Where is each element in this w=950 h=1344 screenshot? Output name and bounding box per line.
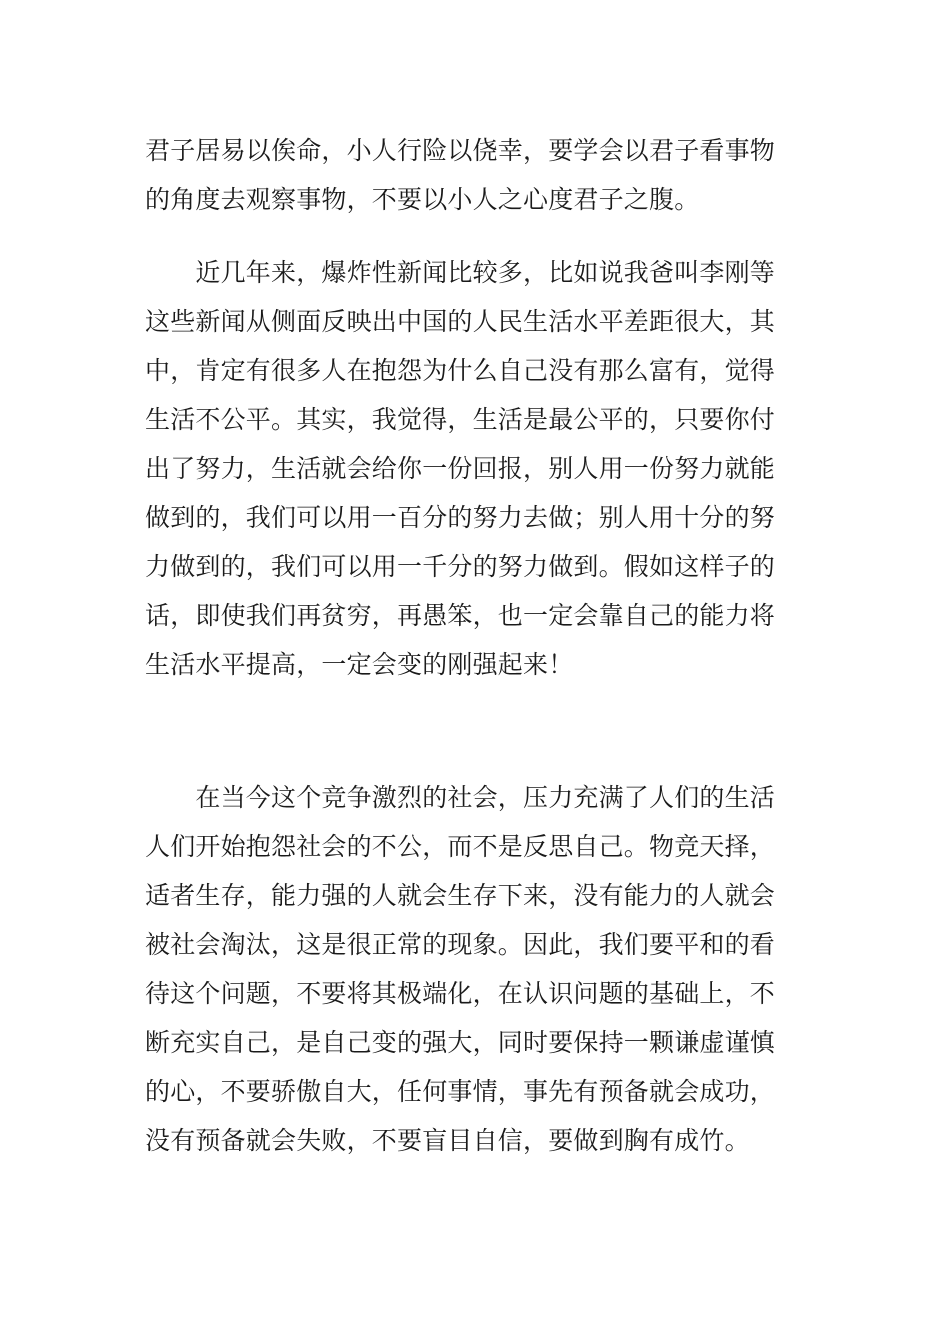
text-line: 这些新闻从侧面反映出中国的人民生活水平差距很大，其: [145, 307, 776, 336]
text-line: 近几年来，爆炸性新闻比较多，比如说我爸叫李刚等: [145, 258, 776, 287]
text-line: 的心，不要骄傲自大，任何事情，事先有预备就会成功，: [145, 1077, 776, 1106]
text-line: 生活水平提高，一定会变的刚强起来！: [145, 650, 574, 679]
text-line: 待这个问题，不要将其极端化，在认识问题的基础上，不: [145, 979, 776, 1008]
text-line: 做到的，我们可以用一百分的努力去做；别人用十分的努: [145, 503, 776, 532]
text-line: 被社会淘汰，这是很正常的现象。因此，我们要平和的看: [145, 930, 776, 959]
text-line: 的角度去观察事物，不要以小人之心度君子之腹。: [145, 185, 700, 214]
text-line: 断充实自己，是自己变的强大，同时要保持一颗谦虚谨慎: [145, 1028, 776, 1057]
text-line: 人们开始抱怨社会的不公，而不是反思自己。物竞天择，: [145, 832, 776, 861]
text-line: 中，肯定有很多人在抱怨为什么自己没有那么富有，觉得: [145, 356, 776, 385]
text-line: 君子居易以俟命，小人行险以侥幸，要学会以君子看事物: [145, 136, 776, 165]
text-line: 话，即使我们再贫穷，再愚笨，也一定会靠自己的能力将: [145, 601, 776, 630]
paragraph-3: [145, 773, 810, 1165]
text-line: 没有预备就会失败，不要盲目自信，要做到胸有成竹。: [145, 1126, 750, 1155]
text-line: 在当今这个竞争激烈的社会，压力充满了人们的生活: [145, 783, 776, 812]
paragraph-2: [145, 248, 810, 689]
text-line: 适者生存，能力强的人就会生存下来，没有能力的人就会: [145, 881, 776, 910]
text-line: 生活不公平。其实，我觉得，生活是最公平的，只要你付: [145, 405, 776, 434]
text-line: 力做到的，我们可以用一千分的努力做到。假如这样子的: [145, 552, 776, 581]
text-line: 出了努力，生活就会给你一份回报，别人用一份努力就能: [145, 454, 776, 483]
paragraph-1: [145, 126, 810, 224]
